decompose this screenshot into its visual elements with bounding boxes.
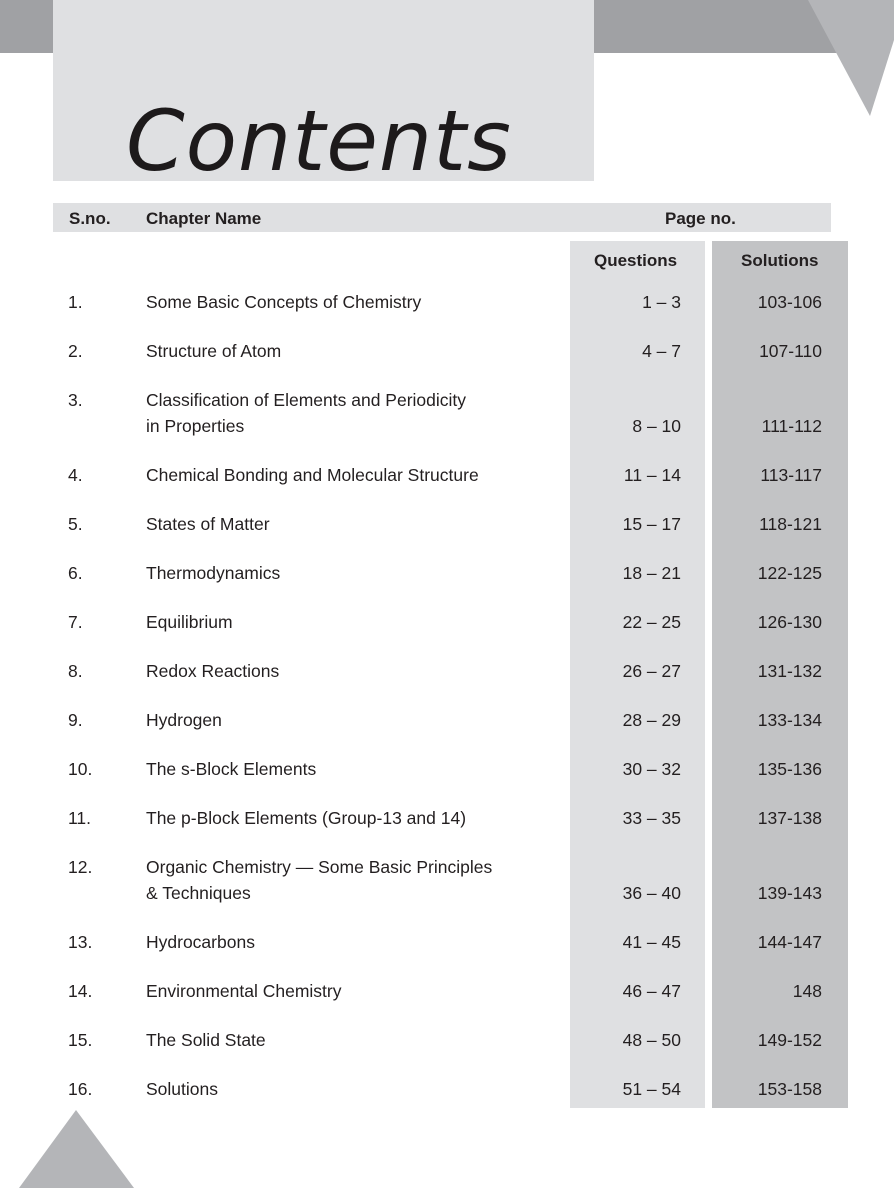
chapter-name	[146, 854, 546, 906]
chapter-row	[0, 929, 894, 955]
chapter-row	[0, 1027, 894, 1053]
chapter-row	[0, 560, 894, 586]
chapter-name-line: States of Matter	[146, 514, 270, 534]
chapter-row	[0, 805, 894, 831]
chapter-name-line: The s-Block Elements	[146, 759, 317, 779]
header-sno: S.no.	[69, 209, 111, 228]
solutions-pages: 107-110	[759, 341, 822, 361]
chapter-name	[146, 387, 546, 439]
chapter-number: 5.	[68, 514, 83, 534]
solutions-pages: 133-134	[757, 710, 822, 730]
chapter-name-line: The Solid State	[146, 1030, 266, 1050]
chapter-name	[146, 511, 546, 537]
chapter-row	[0, 462, 894, 488]
questions-pages: 41 – 45	[622, 932, 681, 952]
chapter-number: 10.	[68, 759, 93, 779]
questions-pages: 36 – 40	[622, 883, 681, 903]
chapter-name-line: Classification of Elements and Periodicity	[146, 390, 467, 410]
table-header	[53, 203, 831, 232]
chapter-name-line: in Properties	[146, 416, 245, 436]
chapter-name	[146, 1076, 546, 1102]
chapter-number: 1.	[68, 292, 83, 312]
questions-pages: 48 – 50	[622, 1030, 681, 1050]
chapter-name-line: Hydrocarbons	[146, 932, 255, 952]
chapter-row	[0, 609, 894, 635]
chapter-name	[146, 338, 546, 364]
chapter-name	[146, 805, 546, 831]
questions-pages: 33 – 35	[622, 808, 681, 828]
chapter-name-line: Environmental Chemistry	[146, 981, 342, 1001]
questions-pages: 22 – 25	[622, 612, 681, 632]
questions-pages: 26 – 27	[622, 661, 681, 681]
chapter-number: 12.	[68, 857, 93, 877]
questions-pages: 11 – 14	[623, 465, 681, 485]
solutions-pages: 153-158	[757, 1079, 822, 1099]
chapter-row	[0, 978, 894, 1004]
bottom-left-triangle-decoration	[19, 1108, 135, 1188]
chapter-number: 3.	[68, 390, 83, 410]
chapter-row	[0, 289, 894, 315]
chapter-name-line: Hydrogen	[146, 710, 222, 730]
chapter-number: 9.	[68, 710, 83, 730]
chapter-name	[146, 609, 546, 635]
header-chapter-name: Chapter Name	[146, 209, 262, 228]
chapter-name-line: Thermodynamics	[146, 563, 281, 583]
chapter-number: 11.	[68, 808, 92, 828]
chapter-name	[146, 462, 546, 488]
chapter-name-line: Redox Reactions	[146, 661, 280, 681]
chapter-number: 14.	[68, 981, 93, 1001]
chapter-name	[146, 658, 546, 684]
questions-pages: 4 – 7	[642, 341, 681, 361]
solutions-pages: 118-121	[759, 514, 822, 534]
top-right-triangle-decoration	[800, 0, 894, 120]
header-questions: Questions	[594, 251, 678, 270]
chapter-number: 2.	[68, 341, 83, 361]
chapter-name-line: Structure of Atom	[146, 341, 282, 361]
chapter-number: 16.	[68, 1079, 93, 1099]
solutions-pages: 149-152	[757, 1030, 822, 1050]
solutions-pages: 113-117	[760, 465, 822, 485]
chapter-name-line: The p-Block Elements (Group-13 and 14)	[146, 808, 467, 828]
chapter-row	[0, 756, 894, 782]
chapter-row	[0, 854, 894, 906]
chapter-number: 8.	[68, 661, 83, 681]
chapter-name	[146, 978, 546, 1004]
page-title: Contents	[126, 92, 512, 190]
chapter-row	[0, 387, 894, 439]
questions-pages: 8 – 10	[632, 416, 681, 436]
chapter-row	[0, 511, 894, 537]
questions-pages: 51 – 54	[622, 1079, 681, 1099]
chapter-name-line: Some Basic Concepts of Chemistry	[146, 292, 422, 312]
solutions-pages: 103-106	[757, 292, 822, 312]
solutions-pages: 131-132	[757, 661, 822, 681]
questions-pages: 46 – 47	[622, 981, 681, 1001]
solutions-pages: 111-112	[761, 416, 822, 436]
chapter-row	[0, 658, 894, 684]
chapter-name	[146, 560, 546, 586]
chapter-row	[0, 338, 894, 364]
chapter-name-line: Equilibrium	[146, 612, 233, 632]
solutions-pages: 148	[792, 981, 822, 1001]
header-page-no: Page no.	[665, 209, 736, 228]
chapter-number: 6.	[68, 563, 83, 583]
solutions-pages: 126-130	[757, 612, 822, 632]
questions-pages: 28 – 29	[622, 710, 681, 730]
questions-pages: 18 – 21	[622, 563, 681, 583]
chapter-name	[146, 289, 546, 315]
solutions-pages: 135-136	[757, 759, 822, 779]
chapter-name	[146, 1027, 546, 1053]
questions-pages: 1 – 3	[642, 292, 681, 312]
chapter-name	[146, 756, 546, 782]
chapter-row	[0, 1076, 894, 1102]
chapter-name-line: Solutions	[146, 1079, 218, 1099]
chapter-name	[146, 707, 546, 733]
questions-pages: 15 – 17	[622, 514, 681, 534]
chapter-number: 15.	[68, 1030, 93, 1050]
solutions-pages: 122-125	[757, 563, 822, 583]
chapter-number: 13.	[68, 932, 93, 952]
solutions-pages: 137-138	[757, 808, 822, 828]
chapter-number: 4.	[68, 465, 83, 485]
header-solutions: Solutions	[741, 251, 819, 270]
solutions-pages: 144-147	[757, 932, 822, 952]
chapter-row	[0, 707, 894, 733]
chapter-name-line: & Techniques	[146, 883, 251, 903]
questions-pages: 30 – 32	[622, 759, 681, 779]
solutions-pages: 139-143	[757, 883, 822, 903]
chapter-name-line: Chemical Bonding and Molecular Structure	[146, 465, 479, 485]
chapter-name-line: Organic Chemistry — Some Basic Principles	[146, 857, 493, 877]
chapter-name	[146, 929, 546, 955]
chapter-number: 7.	[68, 612, 83, 632]
